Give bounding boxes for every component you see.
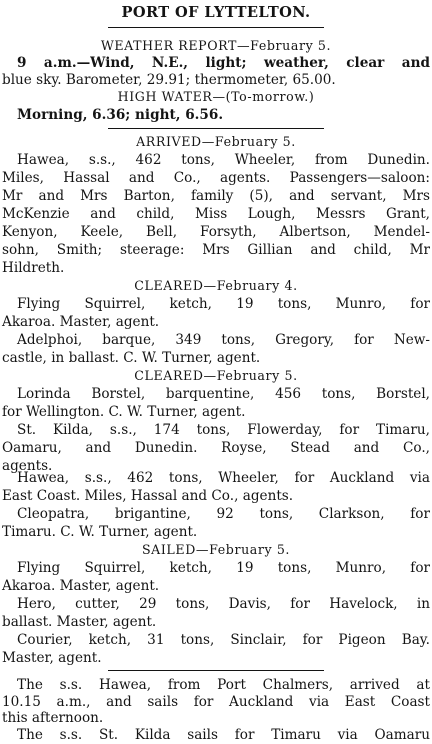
cleared-2-line-4: Oamaru, and Dunedin. Royse, Stead and Co., (2, 440, 430, 456)
sailed-line-3: Hero, cutter, 29 tons, Davis, for Havelock, in (17, 596, 430, 612)
arrived-line-4: McKenzie and child, Miss Lough, Messrs Grant, (2, 206, 430, 222)
sailed-line-5: Courier, ketch, 31 tons, Sinclair, for Pigeon Bay. (17, 632, 430, 648)
title-rule (108, 27, 324, 28)
cleared-2-line-5: agents. (2, 458, 53, 474)
high-water-heading: HIGH WATER—(To-morrow.) (117, 89, 315, 104)
arrived-line-2: Miles, Hassal and Co., agents. Passengers—saloon: (2, 170, 430, 186)
arrived-line-5: Kenyon, Keele, Bell, Forsyth, Albertson, Mendel- (2, 224, 430, 240)
cleared-2-line-1: Lorinda Borstel, barquentine, 456 tons, Borstel, (17, 386, 430, 402)
sailed-heading: SAILED—February 5. (141, 542, 291, 557)
arrived-line-7: Hildreth. (2, 260, 65, 276)
note-line-1: The s.s. Hawea, from Port Chalmers, arrived at (17, 677, 430, 693)
sailed-line-1: Flying Squirrel, ketch, 19 tons, Munro, for (17, 560, 430, 576)
cleared-1-line-3: Adelphoi, barque, 349 tons, Gregory, for New- (17, 332, 430, 348)
cleared-1-line-2: Akaroa. Master, agent. (2, 314, 160, 330)
section-rule-2 (108, 670, 324, 671)
note-line-3: this afternoon. (2, 710, 104, 726)
cleared-2-line-8: Cleopatra, brigantine, 92 tons, Clarkson, for (17, 506, 430, 522)
sailed-line-4: ballast. Master, agent. (2, 614, 157, 630)
high-water-line: Morning, 6.36; night, 6.56. (17, 107, 224, 123)
weather-line-2: blue sky. Barometer, 29.91; thermometer, 65.00. (2, 72, 336, 88)
cleared-2-line-2: for Wellington. C. W. Turner, agent. (2, 404, 246, 420)
cleared-2-line-3: St. Kilda, s.s., 174 tons, Flowerday, for Timaru, (17, 422, 430, 438)
cleared-heading-1: CLEARED—February 4. (134, 278, 298, 293)
cleared-2-line-9: Timaru. C. W. Turner, agent. (2, 524, 198, 540)
note-line-4: The s.s. St. Kilda sails for Timaru via Oamaru (17, 727, 430, 743)
cleared-2-line-6: Hawea, s.s., 462 tons, Wheeler, for Auckland via (17, 470, 430, 486)
sailed-line-2: Akaroa. Master, agent. (2, 578, 160, 594)
cleared-heading-2: CLEARED—February 5. (134, 368, 298, 383)
note-line-2: 10.15 a.m., and sails for Auckland via East Coast (2, 694, 430, 710)
cleared-2-line-7: East Coast. Miles, Hassal and Co., agents. (2, 488, 294, 504)
section-rule-1 (108, 128, 324, 129)
arrived-heading: ARRIVED—February 5. (136, 134, 296, 149)
cleared-1-line-1: Flying Squirrel, ketch, 19 tons, Munro, for (17, 296, 430, 312)
sailed-line-6: Master, agent. (2, 650, 102, 666)
arrived-line-6: sohn, Smith; steerage: Mrs Gillian and child, Mr (2, 242, 430, 258)
arrived-line-3: Mr and Mrs Barton, family (5), and servant, Mrs (2, 188, 430, 204)
weather-heading: WEATHER REPORT—February 5. (100, 38, 332, 53)
cleared-1-line-4: castle, in ballast. C. W. Turner, agent. (2, 350, 261, 366)
arrived-line-1: Hawea, s.s., 462 tons, Wheeler, from Dunedin. (17, 152, 430, 168)
page-title: PORT OF LYTTELTON. (121, 4, 311, 21)
weather-line-1: 9 a.m.—Wind, N.E., light; weather, clear and (17, 55, 430, 71)
